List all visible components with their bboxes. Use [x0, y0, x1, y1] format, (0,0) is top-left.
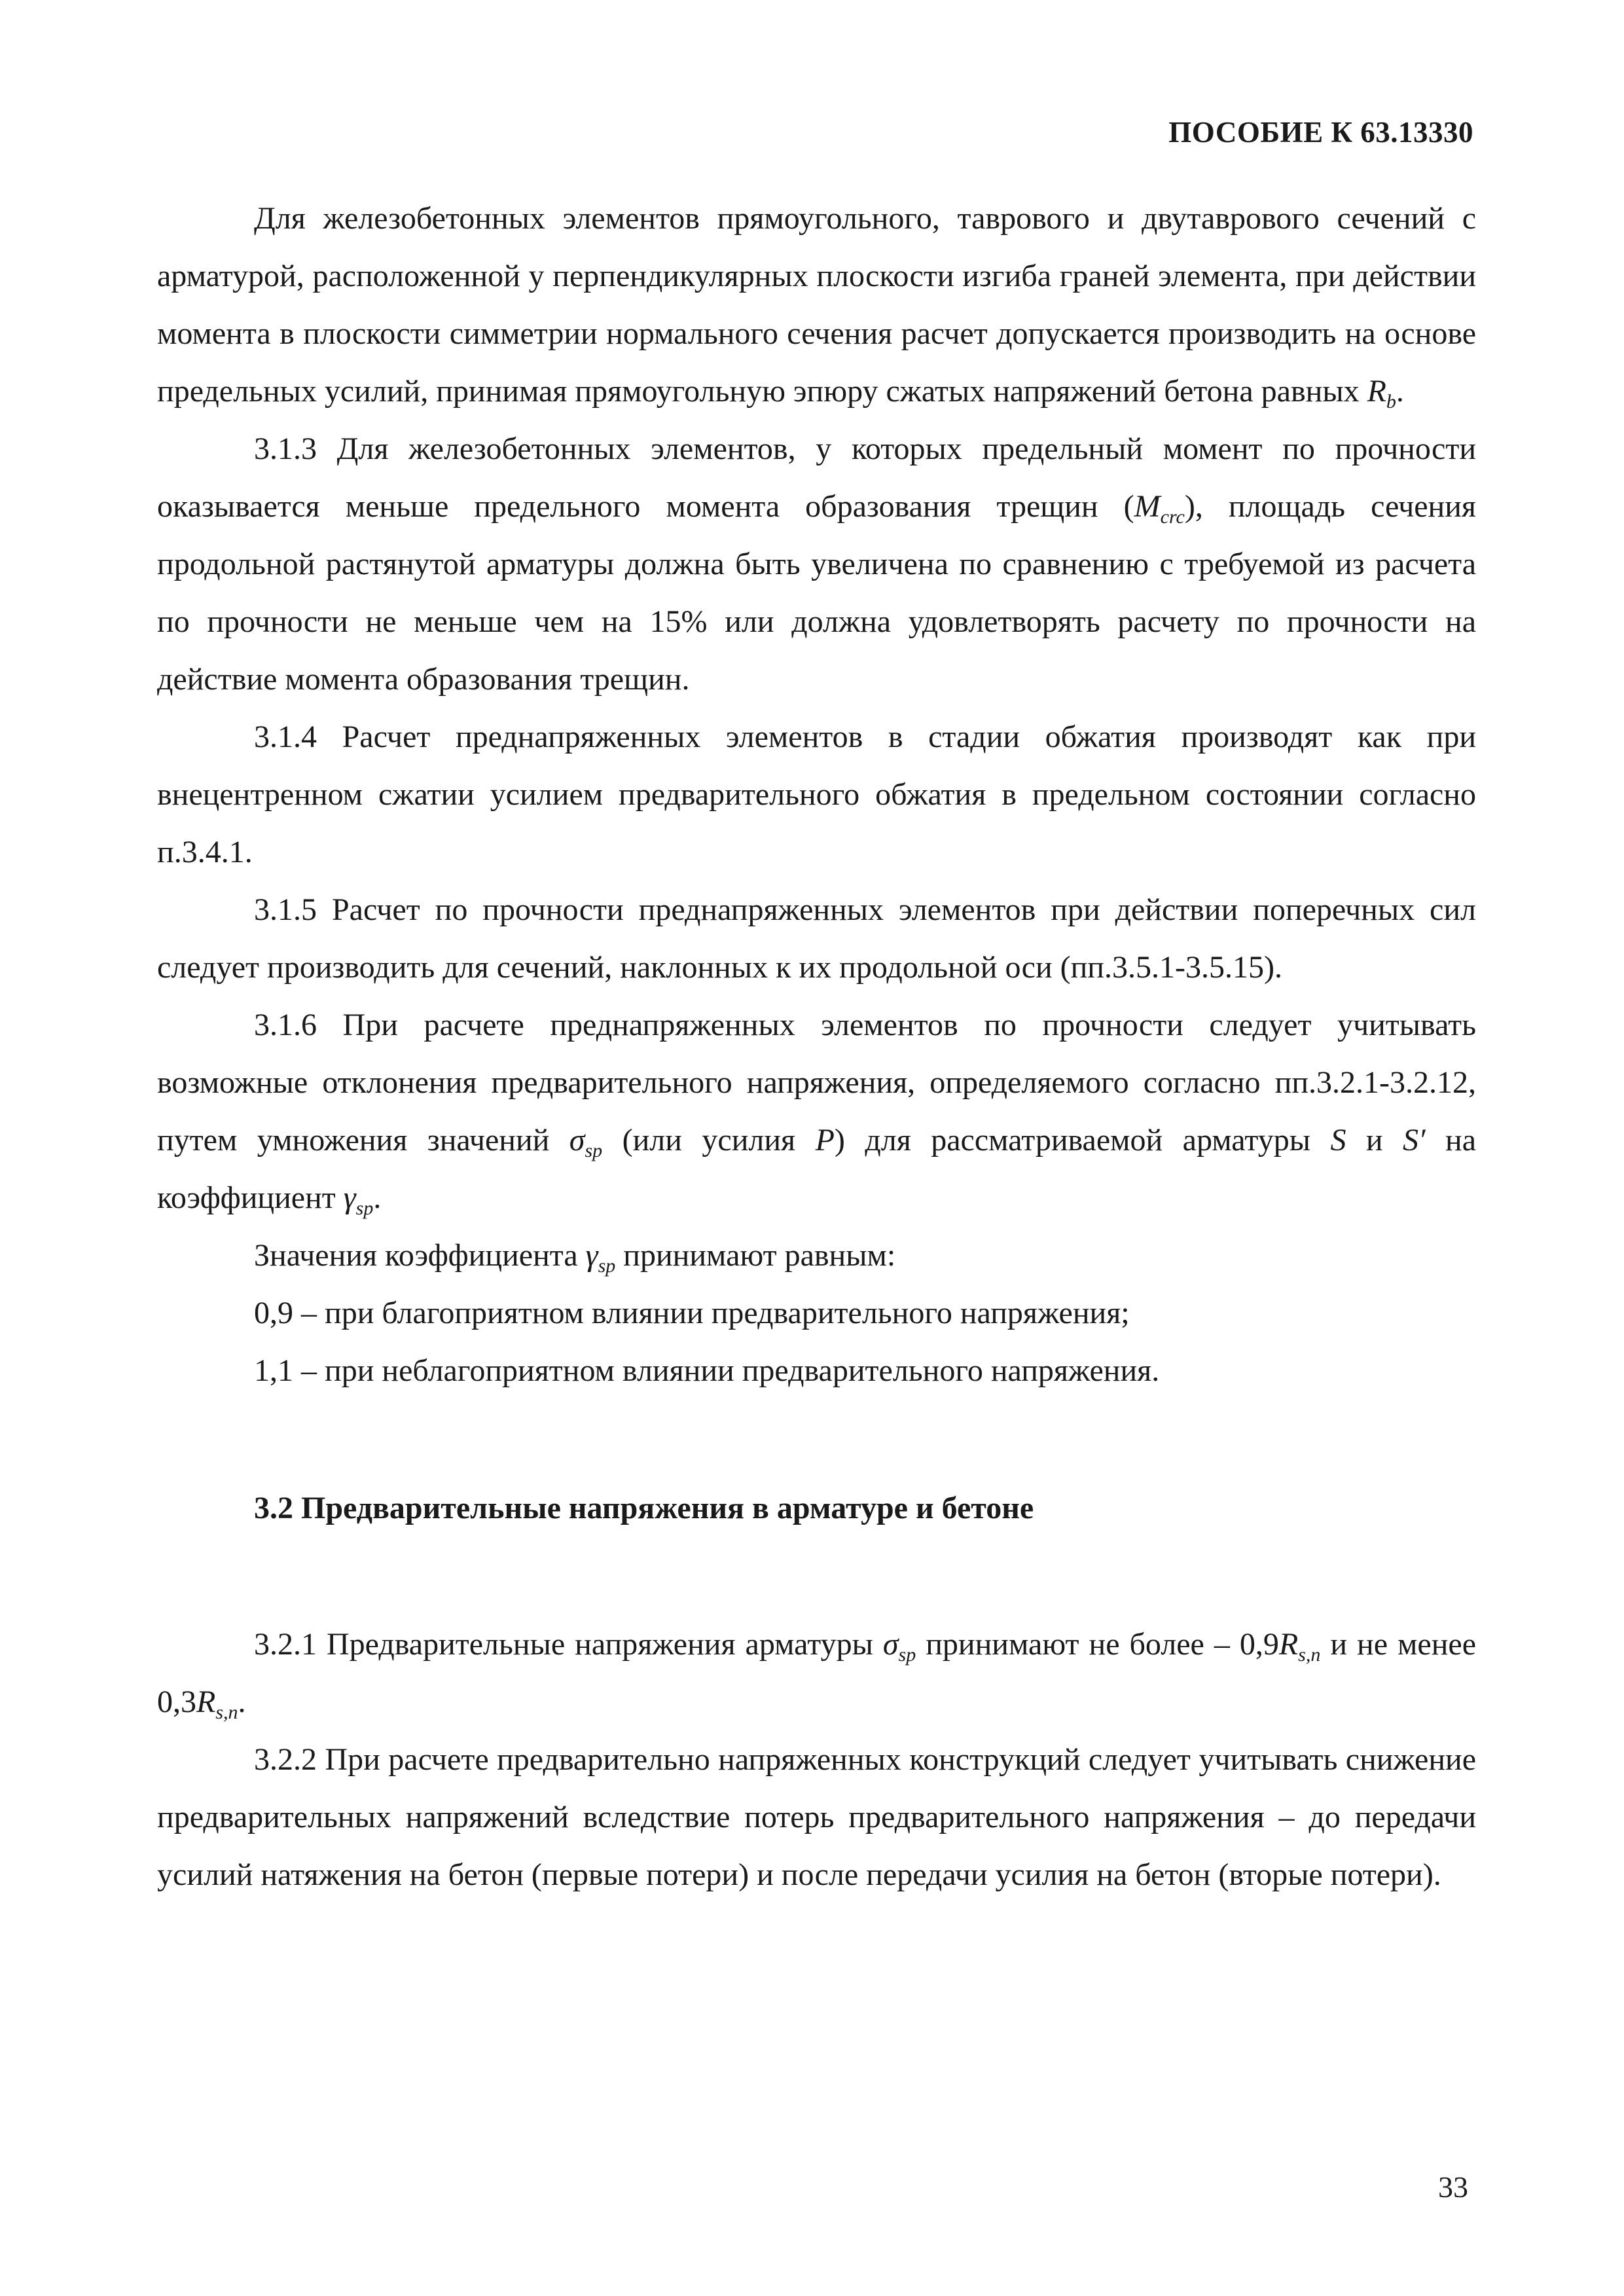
- paragraph-3-1-4: 3.1.4 Расчет преднапряженных элементов в стадии обжатия производят как при внецентренном сжатии усилием предварительного обжатия в предельном состоянии согласно п.3.4.1.: [157, 720, 1476, 869]
- paragraph-3-1-5: 3.1.5 Расчет по прочности преднапряженных элементов при действии поперечных сил следует производить для сечений, наклонных к их продольной оси (пп.3.5.1-3.5.15).: [157, 892, 1476, 985]
- paragraph-3-2-1: 3.2.1 Предварительные напряжения арматуры $\sigma_{sp}$ принимают не более – $0,9R_{s,n}$ и не менее $0,3R_{s,n}$.: [157, 1627, 1477, 1723]
- paragraph-3-1-6: 3.1.6 При расчете преднапряженных элементов по прочности следует учитывать возможные отклонения предварительного напряжения, определяемого согласно пп.3.2.1-3.2.12, путем умножения значений $\sigma_{sp}$ (или усилия P) для рассматриваемой арматуры S и S′ на коэффициент $\gamma_{sp}$.: [157, 1008, 1476, 1219]
- paragraph-3-1-3: 3.1.3 Для железобетонных элементов, у которых предельный момент по прочности оказывается меньше предельного момента образования трещин $(M_{crc})$, площадь сечения продольной растянутой арматуры должна быть увеличена по сравнению с требуемой из расчета по прочности не меньше чем на 15% или должна удовлетворять расчету по прочности на действие момента образования трещин.: [157, 431, 1477, 697]
- list-item-unfavorable: 1,1 – при неблагоприятном влиянии предварительного напряжения.: [254, 1353, 1160, 1388]
- list-item-favorable: 0,9 – при благоприятном влиянии предварительного напряжения;: [254, 1296, 1130, 1330]
- paragraph-intro: Для железобетонных элементов прямоугольного, таврового и двутаврового сечений с арматурой, расположенной у перпендикулярных плоскости изгиба граней элемента, при действии момента в плоскости симметрии нормального сечения расчет допускается производить на основе предельных усилий, принимая прямоугольную эпюру сжатых напряжений бетона равных $R_b$.: [157, 201, 1476, 412]
- paragraph-gamma-values: Значения коэффициента $\gamma_{sp}$ принимают равным:: [254, 1238, 896, 1277]
- paragraph-3-2-2: 3.2.2 При расчете предварительно напряженных конструкций следует учитывать снижение предварительных напряжений вследствие потерь предварительного напряжения – до передачи усилий натяжения на бетон (первые потери) и после передачи усилия на бетон (вторые потери).: [157, 1742, 1476, 1892]
- section-heading-3-2: 3.2 Предварительные напряжения в арматуре и бетоне: [254, 1491, 1034, 1525]
- document-body: [157, 190, 1476, 1904]
- page-number: 33: [1438, 2170, 1468, 2204]
- page-header: ПОСОБИЕ К 63.13330: [1168, 116, 1473, 149]
